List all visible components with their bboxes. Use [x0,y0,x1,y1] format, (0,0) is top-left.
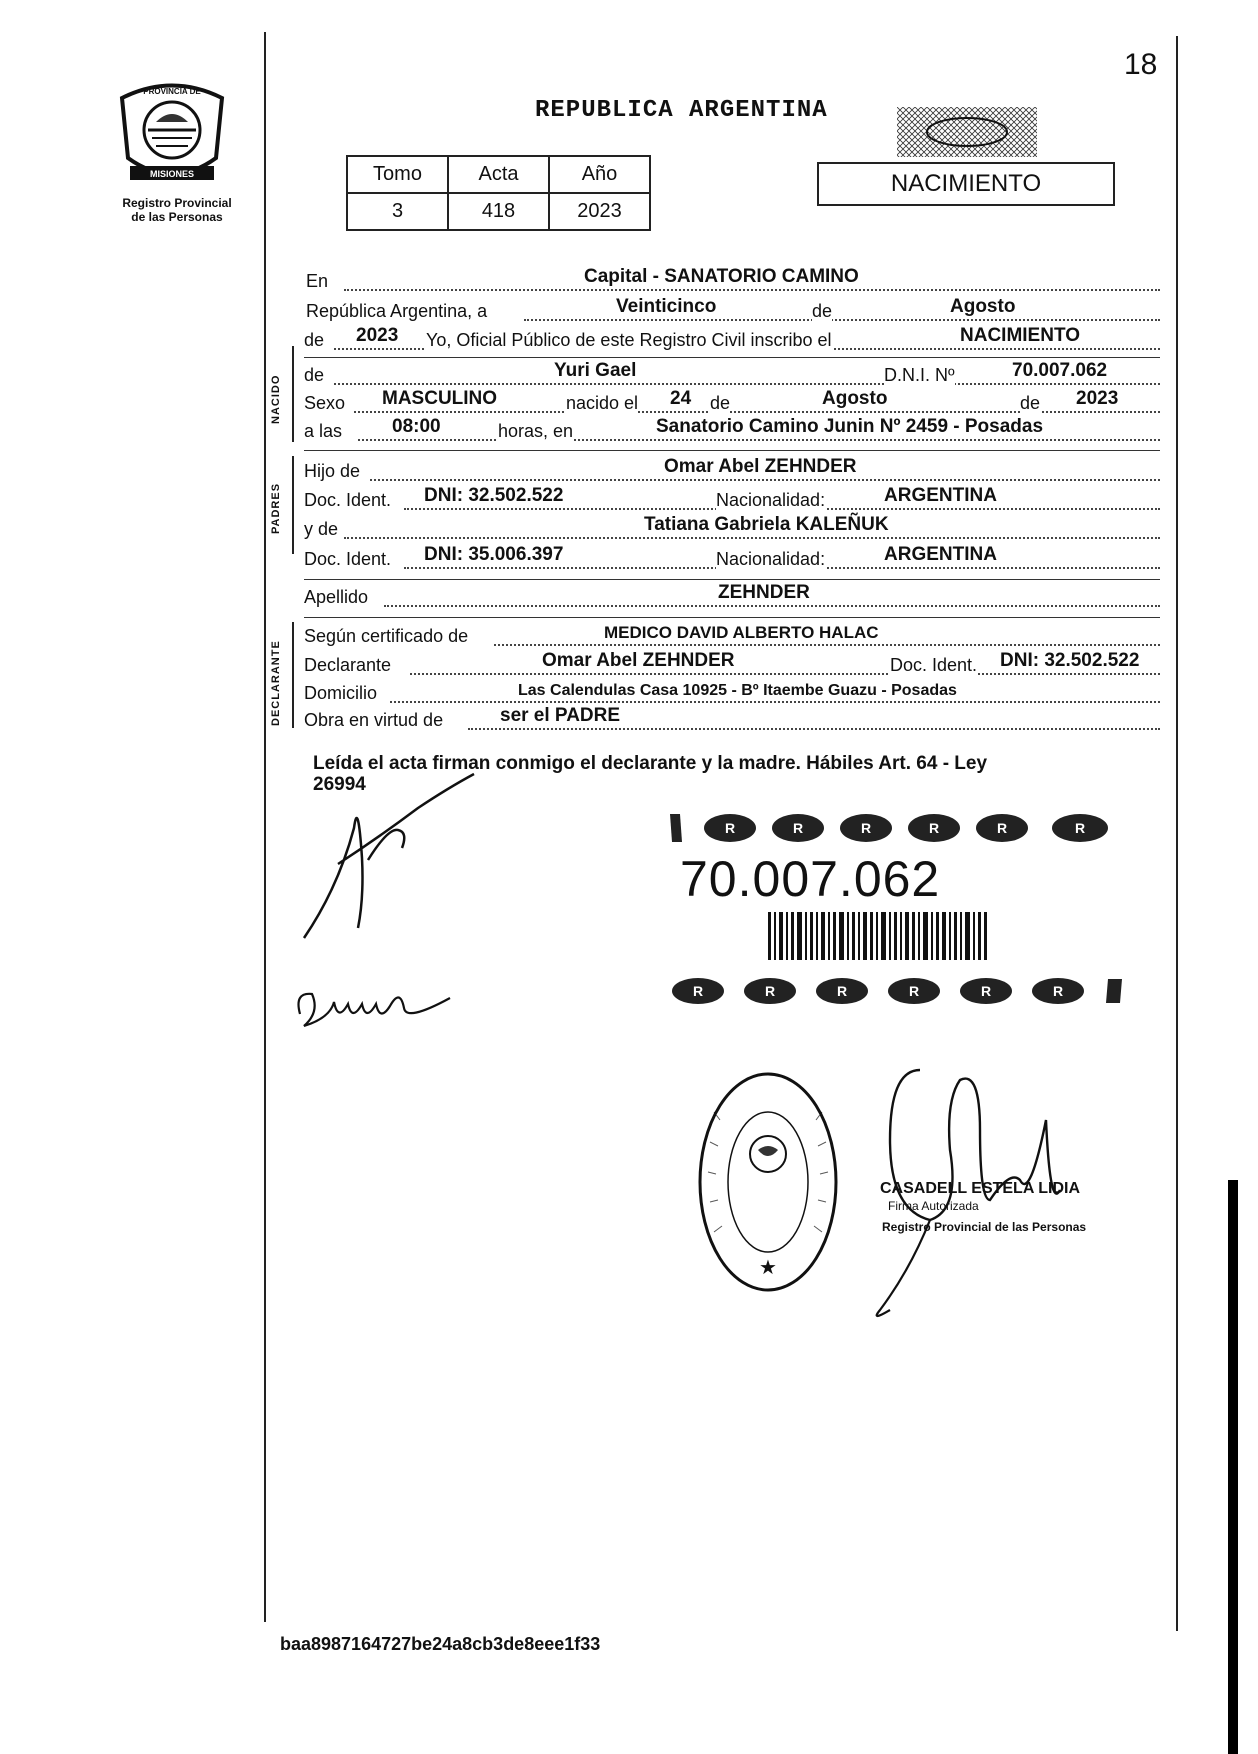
nacido-bracket [292,346,294,442]
svg-text:R: R [980,983,992,999]
value-mes-nac: Agosto [822,388,888,409]
value-declarante: Omar Abel ZEHNDER [542,650,735,671]
svg-text:R: R [836,983,848,999]
label-de-5: de [1020,393,1041,413]
value-padre: Omar Abel ZEHNDER [664,456,857,477]
logo-inscription-top: PROVINCIA DE [143,87,201,96]
padres-bracket [292,456,294,554]
row-madre [304,516,1160,542]
label-apellido: Apellido [304,587,369,607]
label-de-2: de [304,330,325,350]
right-edge-bar [1228,1180,1238,1754]
row-fecha [304,298,1160,324]
row-certificado [304,623,1160,649]
label-de-3: de [304,365,325,385]
value-madre: Tatiana Gabriela KALEÑUK [644,514,889,535]
value-anio: 2023 [356,325,399,346]
declarante-bracket [292,622,294,728]
document-title: REPUBLICA ARGENTINA [535,97,828,124]
logo-caption [94,196,260,224]
official-role: Firma Autorizada [888,1199,979,1213]
row-hora [304,418,1160,444]
label-hijo-de: Hijo de [304,461,361,481]
label-nacionalidad-1: Nacionalidad: [716,490,826,510]
svg-text:R: R [692,983,704,999]
label-doc-ident-3: Doc. Ident. [890,655,978,675]
label-yo: Yo, Oficial Público de este Registro Civil inscribo el [426,330,832,350]
page-number: 18 [1124,48,1158,81]
left-border-line [264,32,266,1622]
svg-text:R: R [860,820,872,836]
label-en: En [306,271,329,291]
row-padre-doc [304,487,1160,513]
svg-text:★: ★ [759,1257,777,1279]
logo-inscription-bottom: MISIONES [149,169,195,179]
value-obra: ser el PADRE [500,705,621,726]
svg-text:R: R [1074,820,1086,836]
svg-text:R: R [908,983,920,999]
acta-value: 418 [448,193,549,230]
label-y-de: y de [304,519,339,539]
declarant-signature [298,768,498,948]
value-dni: 70.007.062 [1012,360,1108,381]
official-seal [694,1062,842,1302]
official-office: Registro Provincial de las Personas [882,1220,1087,1234]
label-a-las: a las [304,421,343,441]
value-domicilio: Las Calendulas Casa 10925 - Bº Itaembe Guazu - Posadas [518,682,957,699]
label-declarante: Declarante [304,655,392,675]
section-label-declarante: DECLARANTE [270,640,282,726]
label-domicilio: Domicilio [304,683,378,703]
dni-stamp-pattern-bottom [670,973,1130,1009]
value-sexo: MASCULINO [382,388,498,409]
record-type-box: NACIMIENTO [817,162,1115,206]
section-label-nacido: NACIDO [270,374,282,424]
value-padre-doc: DNI: 32.502.522 [424,485,564,506]
value-madre-doc: DNI: 35.006.397 [424,544,564,565]
label-republica: República Argentina, a [306,301,488,321]
label-segun: Según certificado de [304,626,469,646]
label-obra: Obra en virtud de [304,710,444,730]
svg-text:R: R [996,820,1008,836]
row-obra [304,707,1160,733]
value-nombre: Yuri Gael [554,360,637,381]
label-sexo: Sexo [304,393,346,413]
document-hash: baa8987164727be24a8cb3de8eee1f33 [280,1634,601,1654]
row-apellido [304,584,1160,610]
label-nacionalidad-2: Nacionalidad: [716,549,826,569]
dni-stamp-pattern-top [670,810,1130,846]
value-lugar: Capital - SANATORIO CAMINO [584,266,859,287]
value-lugar-nac: Sanatorio Camino Junin Nº 2459 - Posadas [656,416,1044,437]
value-hora: 08:00 [392,416,441,437]
value-certificado: MEDICO DAVID ALBERTO HALAC [604,623,879,642]
province-coat-of-arms-logo [112,78,232,188]
value-apellido: ZEHNDER [718,582,810,603]
closing-law-number: 26994 [313,774,366,795]
row-domicilio [304,680,1160,706]
barcode [768,912,988,960]
tomo-value: 3 [347,193,448,230]
label-dni: D.N.I. Nº [884,365,955,385]
row-acto [304,327,1160,353]
closing-text: Leída el acta firman conmigo el declarante y la madre. Hábiles Art. 64 - Ley [313,753,988,774]
row-lugar [304,268,1160,294]
tomo-label: Tomo [347,156,448,193]
registry-header-row [347,156,650,193]
official-name: CASADELL ESTELA LIDIA [880,1180,1081,1197]
svg-text:R: R [724,820,736,836]
svg-text:R: R [928,820,940,836]
mother-signature [290,978,460,1038]
svg-text:R: R [1052,983,1064,999]
row-nombre [304,362,1160,388]
label-de-4: de [710,393,731,413]
label-doc-ident-1: Doc. Ident. [304,490,392,510]
value-padre-nac: ARGENTINA [884,485,997,506]
anio-label: Año [549,156,650,193]
value-madre-nac: ARGENTINA [884,544,997,565]
section-label-padres: PADRES [270,482,282,534]
logo-caption-line1: Registro Provincial [122,196,232,210]
registry-value-row [347,193,650,230]
label-doc-ident-2: Doc. Ident. [304,549,392,569]
row-sexo [304,390,1160,416]
value-acto: NACIMIENTO [960,325,1080,346]
right-border-line [1176,36,1178,1631]
svg-text:R: R [764,983,776,999]
stamped-dni-number: 70.007.062 [680,851,941,907]
value-anio-nac: 2023 [1076,388,1119,409]
label-horas-en: horas, en [498,421,574,441]
anio-value: 2023 [549,193,650,230]
value-dia-nac: 24 [670,388,692,409]
row-madre-doc [304,546,1160,572]
logo-caption-line2: de las Personas [131,210,223,224]
label-de-1: de [812,301,833,321]
value-declarante-doc: DNI: 32.502.522 [1000,650,1140,671]
svg-text:R: R [792,820,804,836]
registry-table [346,155,651,231]
value-dia-letras: Veinticinco [616,296,717,317]
row-declarante [304,652,1160,678]
label-nacido-el: nacido el [566,393,639,413]
value-mes: Agosto [950,296,1016,317]
row-padre [304,458,1160,484]
acta-label: Acta [448,156,549,193]
security-pattern-stamp [897,107,1037,157]
